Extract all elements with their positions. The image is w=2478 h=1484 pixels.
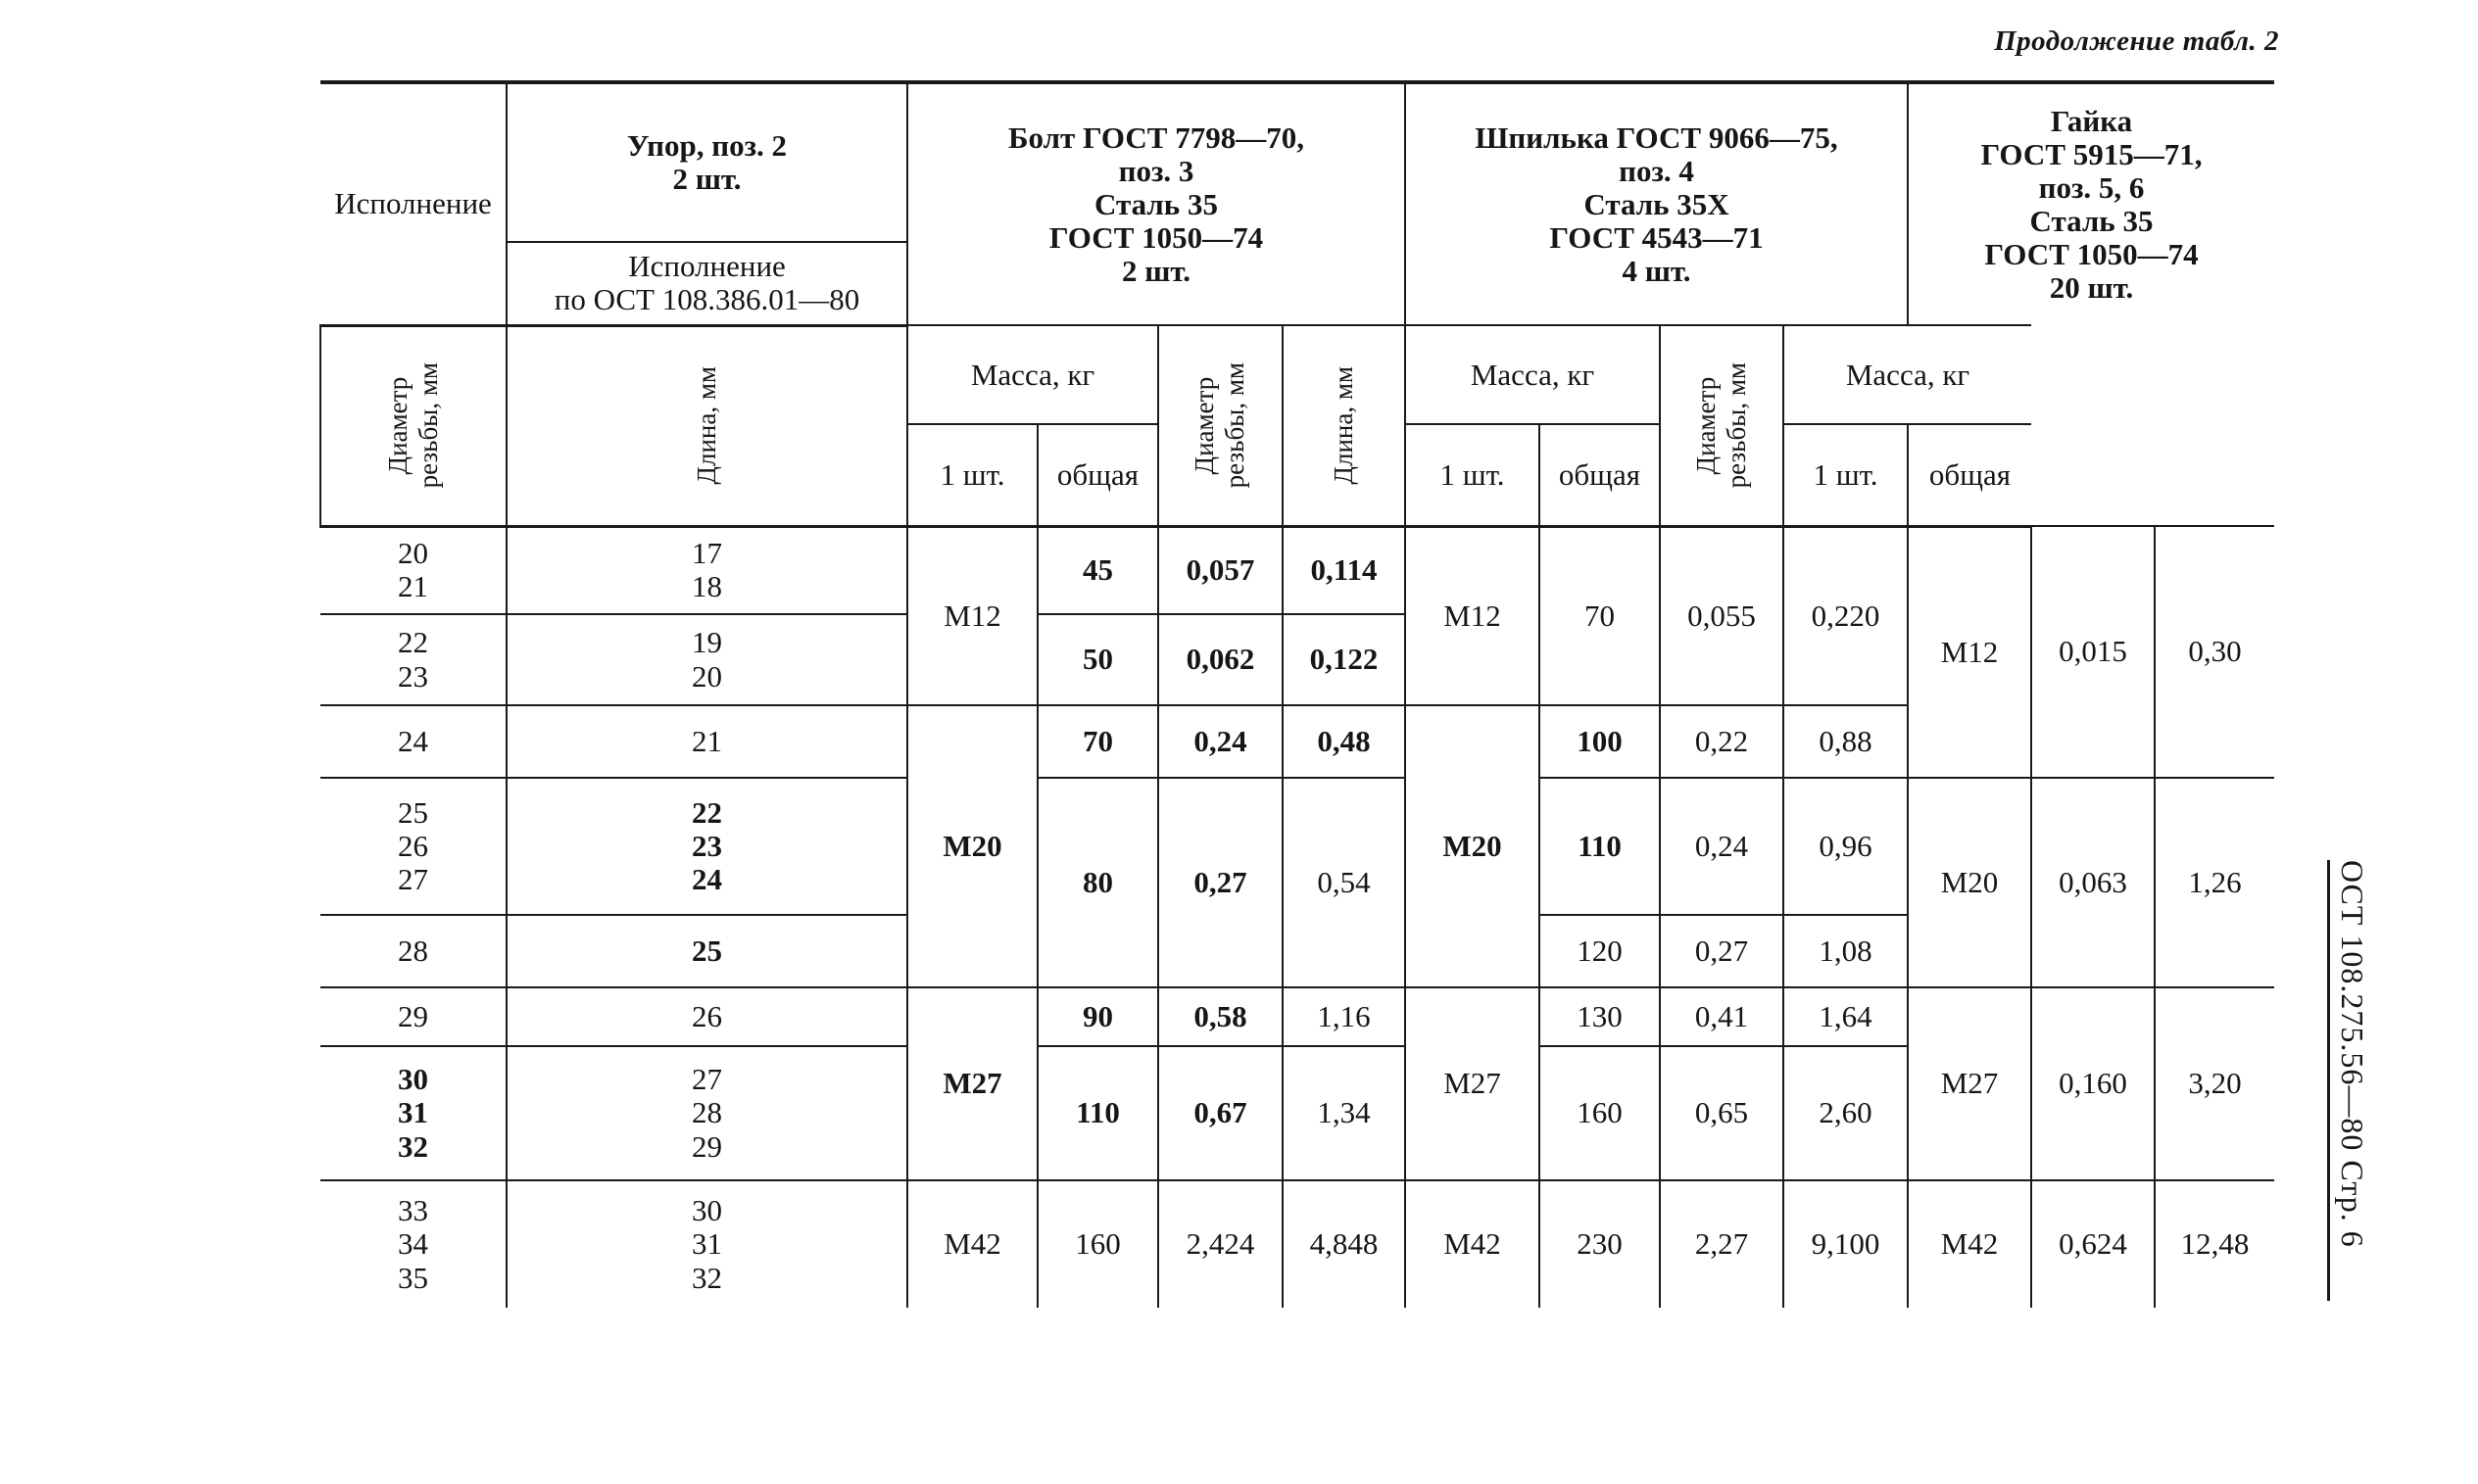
cell-bolt-len: 70 [1038,705,1158,778]
cell-sh-len: 160 [1539,1046,1660,1180]
cell-sh-mt: 9,100 [1783,1180,1908,1308]
table-row [320,987,2274,1046]
cell-bolt-mt: 0,54 [1283,778,1405,987]
cell-sh-m1: 0,41 [1660,987,1783,1046]
cell-bolt-len: 50 [1038,614,1158,705]
header-shpilka: Шпилька ГОСТ 9066—75, поз. 4 Сталь 35Х ГОСТ 4543—71 4 шт. [1405,82,1908,325]
cell-ispolnenie: 29 [320,987,507,1046]
cell-sh-m1: 0,65 [1660,1046,1783,1180]
header-g-diam: Диаметр резьбы, мм [1660,325,1783,526]
header-sh-diam: Диаметр резьбы, мм [1158,325,1283,526]
cell-sh-mt: 0,96 [1783,778,1908,915]
cell-bolt-m1: 0,27 [1158,778,1283,987]
header-sh-obsh: общая [1539,424,1660,526]
table-row [320,526,2274,614]
cell-sh-len: 120 [1539,915,1660,987]
cell-bolt-mt: 1,16 [1283,987,1405,1046]
cell-bolt-diam: M12 [907,526,1038,705]
cell-g-diam: M12 [1908,526,2031,778]
cell-bolt-mt: 0,114 [1283,526,1405,614]
cell-bolt-m1: 0,58 [1158,987,1283,1046]
cell-bolt-m1: 0,062 [1158,614,1283,705]
header-g-sht: 1 шт. [1783,424,1908,526]
cell-sh-len: 110 [1539,778,1660,915]
cell-bolt-len: 110 [1038,1046,1158,1180]
cell-g-mt: 0,30 [2155,526,2274,778]
cell-sh-len: 100 [1539,705,1660,778]
cell-g-diam: M42 [1908,1180,2031,1308]
header-g-obsh: общая [1908,424,2031,526]
table-row [320,1180,2274,1308]
cell-upor: 22 23 24 [507,778,907,915]
cell-sh-mt: 2,60 [1783,1046,1908,1180]
cell-upor: 30 31 32 [507,1180,907,1308]
cell-ispolnenie: 33 34 35 [320,1180,507,1308]
cell-sh-m1: 0,22 [1660,705,1783,778]
cell-sh-m1: 0,27 [1660,915,1783,987]
header-bolt-massa: Масса, кг [907,325,1158,424]
cell-g-m1: 0,063 [2031,778,2155,987]
cell-sh-len: 130 [1539,987,1660,1046]
header-bolt: Болт ГОСТ 7798—70, поз. 3 Сталь 35 ГОСТ 1050—74 2 шт. [907,82,1405,325]
side-rule [2327,860,2330,1301]
header-bolt-obsh: общая [1038,424,1158,526]
cell-sh-mt: 0,220 [1783,526,1908,705]
cell-g-mt: 3,20 [2155,987,2274,1180]
header-bolt-dlina: Длина, мм [507,325,907,526]
cell-bolt-len: 45 [1038,526,1158,614]
cell-bolt-len: 90 [1038,987,1158,1046]
header-bolt-sht: 1 шт. [907,424,1038,526]
cell-ispolnenie: 24 [320,705,507,778]
cell-sh-m1: 0,24 [1660,778,1783,915]
cell-bolt-mt: 0,122 [1283,614,1405,705]
cell-bolt-m1: 0,24 [1158,705,1283,778]
cell-bolt-len: 80 [1038,778,1158,987]
cell-upor: 26 [507,987,907,1046]
cell-bolt-m1: 2,424 [1158,1180,1283,1308]
cell-sh-diam: M42 [1405,1180,1539,1308]
table-row [320,778,2274,915]
cell-sh-mt: 1,64 [1783,987,1908,1046]
cell-g-m1: 0,160 [2031,987,2155,1180]
cell-g-diam: M20 [1908,778,2031,987]
cell-bolt-m1: 0,67 [1158,1046,1283,1180]
cell-bolt-mt: 0,48 [1283,705,1405,778]
cell-sh-mt: 1,08 [1783,915,1908,987]
cell-g-mt: 12,48 [2155,1180,2274,1308]
standard-side-label: ОСТ 108.275.56—80 Стр. 6 [2335,860,2370,1248]
header-ispolnenie: Исполнение [320,82,507,325]
cell-g-mt: 1,26 [2155,778,2274,987]
header-sh-dlina: Длина, мм [1283,325,1405,526]
cell-sh-diam: M12 [1405,526,1539,705]
header-upor: Упор, поз. 2 2 шт. [507,82,907,242]
cell-upor: 17 18 [507,526,907,614]
cell-bolt-m1: 0,057 [1158,526,1283,614]
cell-upor: 19 20 [507,614,907,705]
cell-sh-mt: 0,88 [1783,705,1908,778]
cell-upor: 25 [507,915,907,987]
cell-ispolnenie: 22 23 [320,614,507,705]
header-upor-ispolnenie: Исполнение по ОСТ 108.386.01—80 [507,242,907,325]
cell-ispolnenie: 30 31 32 [320,1046,507,1180]
cell-ispolnenie: 20 21 [320,526,507,614]
cell-g-m1: 0,624 [2031,1180,2155,1308]
cell-bolt-diam: M27 [907,987,1038,1180]
header-g-massa: Масса, кг [1783,325,2031,424]
cell-bolt-diam: M42 [907,1180,1038,1308]
header-sh-massa: Масса, кг [1405,325,1660,424]
cell-sh-m1: 0,055 [1660,526,1783,705]
cell-sh-diam: M20 [1405,705,1539,987]
cell-g-diam: M27 [1908,987,2031,1180]
continuation-note: Продолжение табл. 2 [1994,25,2279,57]
header-gaika: Гайка ГОСТ 5915—71, поз. 5, 6 Сталь 35 ГОСТ 1050—74 20 шт. [1908,82,2274,325]
cell-ispolnenie: 28 [320,915,507,987]
cell-bolt-mt: 4,848 [1283,1180,1405,1308]
cell-bolt-diam: M20 [907,705,1038,987]
cell-sh-diam: M27 [1405,987,1539,1180]
cell-sh-len: 70 [1539,526,1660,705]
data-table [319,80,2274,1308]
cell-upor: 21 [507,705,907,778]
cell-upor: 27 28 29 [507,1046,907,1180]
cell-ispolnenie: 25 26 27 [320,778,507,915]
cell-g-m1: 0,015 [2031,526,2155,778]
cell-sh-len: 230 [1539,1180,1660,1308]
cell-bolt-len: 160 [1038,1180,1158,1308]
header-sh-sht: 1 шт. [1405,424,1539,526]
cell-bolt-mt: 1,34 [1283,1046,1405,1180]
header-bolt-diam: Диаметр резьбы, мм [320,325,507,526]
cell-sh-m1: 2,27 [1660,1180,1783,1308]
